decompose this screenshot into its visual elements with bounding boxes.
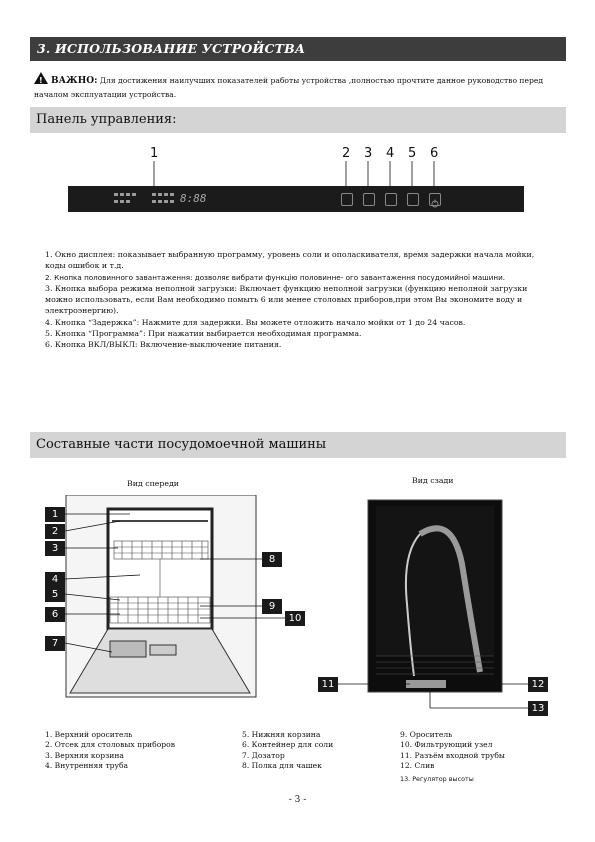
part-label-12: 12	[528, 677, 548, 692]
legend-item: 6. Контейнер для соли	[242, 740, 334, 750]
legend-item: 7. Дозатор	[242, 750, 285, 760]
panel-number-5: 5	[408, 146, 417, 161]
part-label-3: 3	[45, 541, 65, 556]
display-digits: 8:88	[180, 192, 207, 205]
legend-item: 5. Нижняя корзина	[242, 730, 321, 739]
part-label-7: 7	[45, 636, 65, 651]
panel-number-2: 2	[342, 146, 351, 161]
front-view-caption: Вид спереди	[127, 479, 179, 488]
legend-item: 12. Слив	[400, 761, 435, 771]
legend-column-3	[400, 730, 505, 784]
back-view-caption: Вид сзади	[412, 476, 454, 485]
list-item: 3. Кнопка выбора режима неполной загрузки: Включает функцию неполной загрузки (функцию неполной загрузки можно использовать, если Вам необходимо помыть 6 или менее столовых приборов,при этом Вы экономите воду и электроэнергию).	[45, 283, 528, 316]
part-label-11: 11	[318, 677, 338, 692]
panel-number-1: 1	[150, 146, 159, 161]
legend-item: 1. Верхний ороситель	[45, 730, 133, 739]
section-title: 3. ИСПОЛЬЗОВАНИЕ УСТРОЙСТВА	[37, 41, 306, 56]
warning-label: ВАЖНО:	[51, 76, 98, 86]
panel-number-3: 3	[364, 146, 373, 161]
list-item: 2. Кнопка половинного завантаження: дозволяє вибрати функцію половинне- ого завантаження посудомийної машини.	[45, 272, 506, 282]
warning-text: Для достижения наилучших показателей работы устройства ,полностью прочтите данное руководство перед началом эксплуатации устройства.	[34, 76, 544, 99]
part-label-13: 13	[528, 701, 548, 716]
part-label-4: 4	[45, 572, 65, 587]
part-label-1: 1	[45, 507, 65, 522]
panel-number-4: 4	[386, 146, 395, 161]
panel-number-6: 6	[430, 146, 439, 161]
legend-item: 13. Регулятор высоты	[400, 774, 474, 783]
list-item: 5. Кнопка “Программа”: При нажатии выбирается необходимая программа.	[45, 329, 362, 339]
panel-heading-text: Панель управления:	[36, 112, 177, 127]
legend-item: 2. Отсек для столовых приборов	[45, 740, 175, 750]
legend-item: 8. Полка для чашек	[242, 761, 322, 771]
list-item: 6. Кнопка ВКЛ/ВЫКЛ: Включение-выключение питания.	[45, 340, 282, 350]
list-item: 4. Кнопка “Задержка”: Нажмите для задержки. Вы можете отложить начало мойки от 1 до 24 часов.	[45, 317, 466, 327]
part-label-5: 5	[45, 587, 65, 602]
part-label-10: 10	[285, 611, 305, 626]
part-label-9: 9	[262, 599, 282, 614]
legend-item: 10. Фильтрующий узел	[400, 740, 493, 750]
legend-item: 9. Ороситель	[400, 730, 453, 739]
list-item: 1. Окно дисплея: показывает выбранную программу, уровень соли и ополаскивателя, время задержки начала мойки, коды ошибок и т.д.	[45, 250, 535, 271]
part-label-8: 8	[262, 552, 282, 567]
legend-item: 4. Внутренняя труба	[45, 761, 129, 771]
legend-column-1	[45, 730, 175, 772]
parts-heading-text: Составные части посудомоечной машины	[36, 437, 327, 452]
legend-item: 3. Верхняя корзина	[45, 750, 124, 760]
legend-item: 11. Разъём входной трубы	[400, 750, 505, 760]
part-label-2: 2	[45, 524, 65, 539]
page-number: - 3 -	[288, 795, 307, 805]
legend-column-2	[242, 730, 333, 772]
part-label-6: 6	[45, 607, 65, 622]
